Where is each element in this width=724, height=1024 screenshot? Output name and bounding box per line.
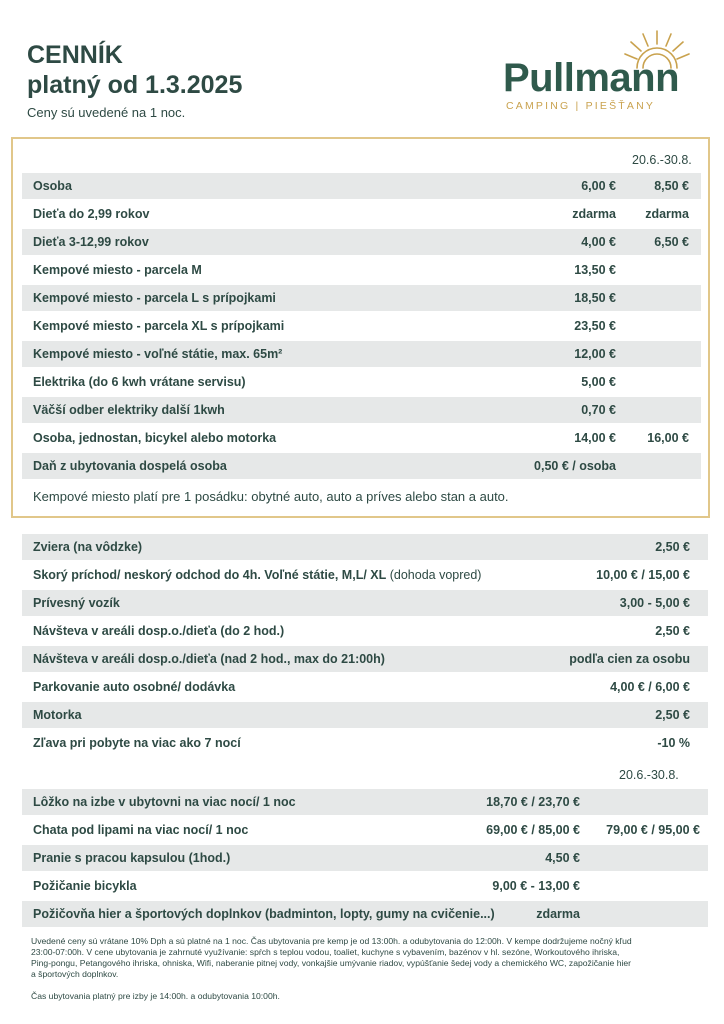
price: podľa cien za osobu (569, 652, 690, 666)
price: 2,50 € (655, 540, 690, 554)
table-row (22, 789, 708, 815)
price-high-season: 16,00 € (647, 431, 689, 445)
row-label (33, 652, 385, 666)
row-label (33, 568, 481, 582)
table-row (22, 201, 701, 227)
row-label-text: Zviera (na vôdzke) (33, 540, 143, 554)
row-label: Dieťa 3-12,99 rokov (33, 235, 149, 249)
row-label (33, 540, 142, 554)
price-high-season: 8,50 € (654, 179, 689, 193)
box-note: Kempové miesto platí pre 1 posádku: obytné auto, auto a príves alebo stan a auto. (33, 489, 509, 504)
footnote-terms (31, 936, 701, 980)
title-line-1: CENNÍK (27, 41, 123, 69)
table-row (22, 873, 708, 899)
table-row (22, 817, 708, 843)
row-label-note: (dohoda vopred) (386, 568, 482, 582)
row-label: Požičovňa hier a športových doplnkov (badminton, lopty, gumy na cvičenie...) (33, 907, 495, 921)
price-low-season: 12,00 € (574, 347, 616, 361)
row-label: Dieťa do 2,99 rokov (33, 207, 150, 221)
table-row (22, 369, 701, 395)
table-row (22, 702, 708, 728)
row-label-text: Parkovanie auto osobné/ dodávka (33, 680, 236, 694)
table-row (22, 901, 708, 927)
table-row (22, 229, 701, 255)
table-row (22, 341, 701, 367)
price-low-season: 6,00 € (581, 179, 616, 193)
price: -10 % (657, 736, 690, 750)
price: 2,50 € (655, 708, 690, 722)
price-low-season: 69,00 € / 85,00 € (486, 823, 580, 837)
footnote-line: 23:00-07:00h. V cene ubytovania je zahrnuté využívanie: spŕch s teplou vodou, toaliet, kuchyne s vybavením, bazénov v hl. sezóne, Workoutového ihriska, (31, 947, 620, 957)
pullmann-logo (503, 28, 698, 118)
row-label: Chata pod lipami na viac nocí/ 1 noc (33, 823, 249, 837)
table-row (22, 453, 701, 479)
row-label: Osoba (33, 179, 72, 193)
table-row (22, 590, 708, 616)
row-label (33, 680, 235, 694)
row-label (33, 736, 241, 750)
row-label-text: Prívesný vozík (33, 596, 120, 610)
table-row (22, 618, 708, 644)
price: 2,50 € (655, 624, 690, 638)
row-label (33, 596, 120, 610)
row-label: Pranie s pracou kapsulou (1hod.) (33, 851, 231, 865)
price-low-season: 4,50 € (545, 851, 580, 865)
price-low-season: 18,50 € (574, 291, 616, 305)
row-label (33, 708, 82, 722)
row-label: Väčší odber elektriky další 1kwh (33, 403, 225, 417)
table-row (22, 313, 701, 339)
price-low-season: 5,00 € (581, 375, 616, 389)
footnote-line: a športových doplnkov. (31, 969, 119, 979)
footnote-rooms: Čas ubytovania platný pre izby je 14:00h. a odubytovania 10:00h. (31, 991, 280, 1001)
logo-tagline: CAMPING | PIEŠŤANY (506, 100, 656, 112)
footnote-line: Ping-pongu, Petangového ihriska, ohniska, Wifi, naberanie pitnej vody, vonkajšie umývanie riadov, vypúšťanie šedej vody a chemického WC, zapožičanie hier (31, 958, 632, 968)
table-row (22, 285, 701, 311)
table-row (22, 845, 708, 871)
price-low-season: 18,70 € / 23,70 € (486, 795, 580, 809)
price-low-season: 23,50 € (574, 319, 616, 333)
price-low-season: zdarma (536, 907, 580, 921)
table-row (22, 397, 701, 423)
price-high-season: zdarma (645, 207, 689, 221)
season-header-2: 20.6.-30.8. (619, 768, 679, 782)
logo-name: Pullmann (503, 56, 680, 100)
row-label-text: Motorka (33, 708, 82, 722)
price-low-season: 9,00 € - 13,00 € (492, 879, 580, 893)
row-label: Kempové miesto - voľné státie, max. 65m² (33, 347, 283, 361)
table-row (22, 425, 701, 451)
row-label-text: Zľava pri pobyte na viac ako 7 nocí (33, 736, 241, 750)
season-header: 20.6.-30.8. (632, 153, 692, 167)
table-row (22, 730, 708, 756)
subtitle: Ceny sú uvedené na 1 noc. (27, 105, 186, 120)
table-row (22, 562, 708, 588)
price: 10,00 € / 15,00 € (596, 568, 690, 582)
row-label-text: Skorý príchod/ neskorý odchod do 4h. Voľné státie, M,L/ XL (33, 568, 387, 582)
price-low-season: 0,50 € / osoba (534, 459, 616, 473)
row-label (33, 624, 284, 638)
price-low-season: 4,00 € (581, 235, 616, 249)
price-high-season: 79,00 € / 95,00 € (606, 823, 700, 837)
row-label: Lôžko na izbe v ubytovni na viac nocí/ 1 noc (33, 795, 296, 809)
table-row (22, 646, 708, 672)
price-low-season: 14,00 € (574, 431, 616, 445)
table-row (22, 534, 708, 560)
title-line-2: platný od 1.3.2025 (27, 71, 243, 99)
price-high-season: 6,50 € (654, 235, 689, 249)
row-label: Osoba, jednostan, bicykel alebo motorka (33, 431, 277, 445)
table-row (22, 257, 701, 283)
price: 4,00 € / 6,00 € (610, 680, 690, 694)
price-low-season: zdarma (572, 207, 616, 221)
footnote-line: Uvedené ceny sú vrátane 10% Dph a sú platné na 1 noc. Čas ubytovania pre kemp je od 13:00h. a odubytovania do 12:00h. V kempe dodržujeme nočný kľud (31, 936, 632, 946)
price-low-season: 13,50 € (574, 263, 616, 277)
row-label: Kempové miesto - parcela M (33, 263, 202, 277)
row-label: Elektrika (do 6 kwh vrátane servisu) (33, 375, 246, 389)
row-label: Kempové miesto - parcela XL s prípojkami (33, 319, 285, 333)
row-label: Daň z ubytovania dospelá osoba (33, 459, 227, 473)
table-row (22, 173, 701, 199)
table-row (22, 674, 708, 700)
row-label: Kempové miesto - parcela L s prípojkami (33, 291, 276, 305)
row-label-text: Návšteva v areáli dosp.o./dieťa (do 2 hod.) (33, 624, 285, 638)
page-title (27, 40, 242, 100)
row-label-text: Návšteva v areáli dosp.o./dieťa (nad 2 hod., max do 21:00h) (33, 652, 385, 666)
price: 3,00 - 5,00 € (619, 596, 690, 610)
row-label: Požičanie bicykla (33, 879, 137, 893)
price-low-season: 0,70 € (581, 403, 616, 417)
